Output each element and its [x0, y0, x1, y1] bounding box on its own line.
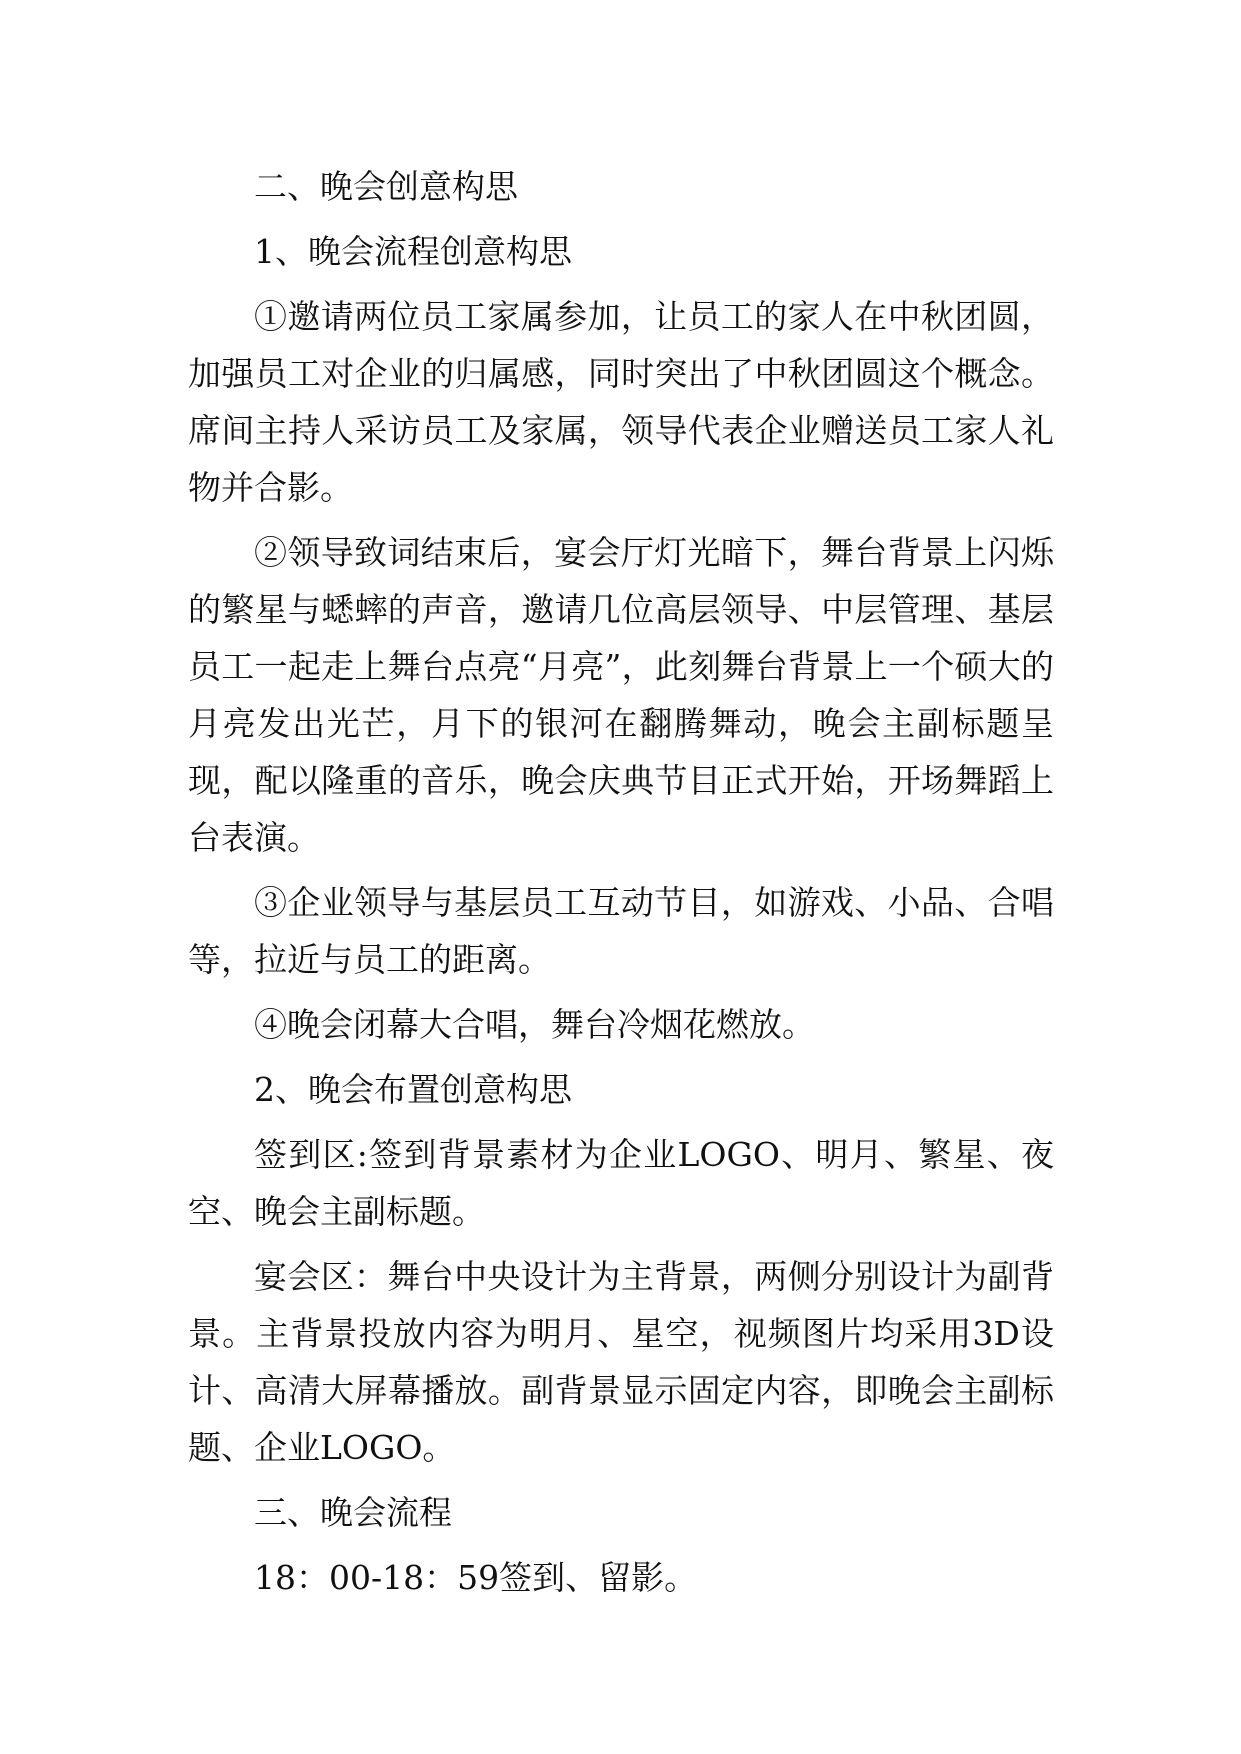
body-paragraph: 宴会区：舞台中央设计为主背景，两侧分别设计为副背景。主背景投放内容为明月、星空，视频图片均采用3D设计、高清大屏幕播放。副背景显示固定内容，即晚会主副标题、企业LOGO。: [188, 1257, 1054, 1467]
body-paragraph: 18：00-18：59签到、留影。: [254, 1558, 698, 1597]
subsection-heading: 2、晚会布置创意构思: [254, 1070, 572, 1109]
section-heading: 二、晚会创意构思: [254, 167, 518, 206]
section-heading: 三、晚会流程: [254, 1493, 452, 1532]
body-paragraph: ①邀请两位员工家属参加，让员工的家人在中秋团圆，加强员工对企业的归属感，同时突出了中秋团圆这个概念。席间主持人采访员工及家属，领导代表企业赠送员工家人礼物并合影。: [188, 297, 1054, 507]
document-body: [188, 158, 1054, 1606]
body-paragraph: 签到区:签到背景素材为企业LOGO、明月、繁星、夜空、晚会主副标题。: [188, 1135, 1054, 1231]
body-paragraph: ③企业领导与基层员工互动节目，如游戏、小品、合唱等，拉近与员工的距离。: [188, 883, 1054, 979]
subsection-heading: 1、晚会流程创意构思: [254, 232, 572, 271]
body-paragraph: ④晚会闭幕大合唱，舞台冷烟花燃放。: [254, 1005, 815, 1044]
body-paragraph: ②领导致词结束后，宴会厅灯光暗下，舞台背景上闪烁的繁星与蟋蟀的声音，邀请几位高层领导、中层管理、基层员工一起走上舞台点亮“月亮”，此刻舞台背景上一个硕大的月亮发出光芒，月下的银河在翻腾舞动，晚会主副标题呈现，配以隆重的音乐，晚会庆典节目正式开始，开场舞蹈上台表演。: [188, 533, 1054, 857]
